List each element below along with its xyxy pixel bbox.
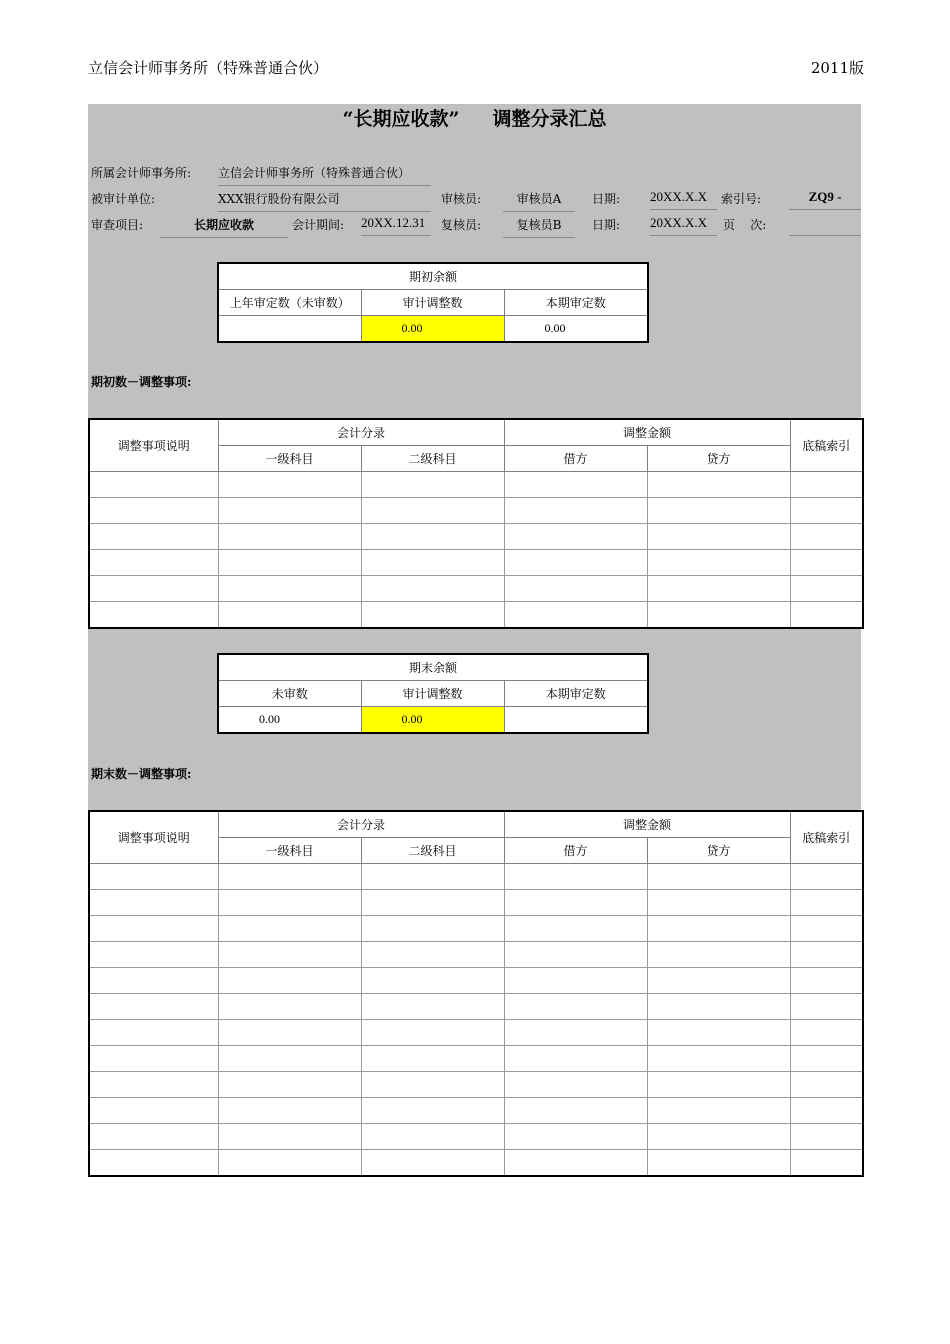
lvl1-cell[interactable] [218,498,361,524]
top-grey-panel [88,104,861,418]
debit-cell[interactable] [504,942,647,968]
debit-cell[interactable] [504,916,647,942]
page-value[interactable] [789,216,861,236]
adj-entry-header: 会计分录 [218,811,504,838]
desc-cell[interactable] [89,498,218,524]
adj-desc-header: 调整事项说明 [89,811,218,864]
desc-cell[interactable] [89,1020,218,1046]
debit-cell[interactable] [504,1124,647,1150]
credit-cell[interactable] [647,968,790,994]
client-label: 被审计单位: [91,192,156,206]
table-row [89,1124,863,1150]
debit-cell[interactable] [504,864,647,890]
debit-cell[interactable] [504,576,647,602]
adj-debit-header: 借方 [504,446,647,472]
desc-cell[interactable] [89,576,218,602]
credit-cell[interactable] [647,890,790,916]
ref-cell[interactable] [790,576,863,602]
table-row [89,1046,863,1072]
table-row [89,1150,863,1177]
lvl1-cell[interactable] [218,602,361,629]
lvl1-cell[interactable] [218,864,361,890]
ref-cell[interactable] [790,942,863,968]
table-row [89,602,863,629]
opening-col-prior: 上年审定数（未审数） [218,290,361,316]
debit-cell[interactable] [504,968,647,994]
auditor-label: 审核员: [441,192,482,206]
reviewer-label: 复核员: [441,218,482,232]
lvl1-cell[interactable] [218,550,361,576]
closing-balance-table [217,653,649,734]
adj-entry-header: 会计分录 [218,419,504,446]
ref-cell[interactable] [790,1124,863,1150]
lvl1-cell[interactable] [218,1072,361,1098]
opening-balance-table [217,262,649,343]
closing-col-audited: 本期审定数 [504,681,648,707]
ref-cell[interactable] [790,864,863,890]
client-value[interactable]: XXX银行股份有限公司 [218,190,431,212]
adj-debit-header: 借方 [504,838,647,864]
credit-cell[interactable] [647,1046,790,1072]
debit-cell[interactable] [504,550,647,576]
credit-cell[interactable] [647,524,790,550]
credit-cell[interactable] [647,864,790,890]
lvl2-cell[interactable] [361,1124,504,1150]
adj-lvl2-header: 二级科目 [361,838,504,864]
lvl1-cell[interactable] [218,1098,361,1124]
table-row [89,524,863,550]
item-value[interactable]: 长期应收款 [160,216,288,238]
ref-cell[interactable] [790,1150,863,1177]
desc-cell[interactable] [89,524,218,550]
closing-audited-value[interactable] [504,707,648,734]
lvl1-cell[interactable] [218,968,361,994]
desc-cell[interactable] [89,864,218,890]
debit-cell[interactable] [504,1046,647,1072]
lvl1-cell[interactable] [218,942,361,968]
lvl1-cell[interactable] [218,994,361,1020]
reviewer-value[interactable]: 复核员B [503,216,575,238]
opening-title: 期初余额 [218,263,648,290]
ref-cell[interactable] [790,1020,863,1046]
version-label: 2011版 [810,59,864,77]
credit-cell[interactable] [647,498,790,524]
opening-col-adjust: 审计调整数 [361,290,504,316]
table-row [89,576,863,602]
desc-cell[interactable] [89,916,218,942]
date2-value[interactable]: 20XX.X.X [650,215,717,236]
adj-amount-header: 调整金额 [504,419,790,446]
credit-cell[interactable] [647,576,790,602]
lvl2-cell[interactable] [361,602,504,629]
lvl2-cell[interactable] [361,890,504,916]
desc-cell[interactable] [89,994,218,1020]
lvl2-cell[interactable] [361,968,504,994]
desc-cell[interactable] [89,1098,218,1124]
item-label: 审查项目: [91,218,144,232]
credit-cell[interactable] [647,472,790,498]
table-row [89,968,863,994]
ref-cell[interactable] [790,550,863,576]
lvl2-cell[interactable] [361,994,504,1020]
table-row [89,916,863,942]
debit-cell[interactable] [504,1020,647,1046]
desc-cell[interactable] [89,472,218,498]
debit-cell[interactable] [504,472,647,498]
closing-adjust-value[interactable]: 0.00 [361,707,504,734]
ref-cell[interactable] [790,968,863,994]
ref-cell[interactable] [790,890,863,916]
date2-label: 日期: [592,218,621,232]
ref-cell[interactable] [790,994,863,1020]
lvl2-cell[interactable] [361,576,504,602]
firm-header: 立信会计师事务所（特殊普通合伙） [88,59,329,77]
opening-adjust-value[interactable]: 0.00 [361,316,504,343]
lvl1-cell[interactable] [218,1150,361,1177]
adj-amount-header: 调整金额 [504,811,790,838]
desc-cell[interactable] [89,1072,218,1098]
period-value[interactable]: 20XX.12.31 [361,215,431,236]
lvl2-cell[interactable] [361,942,504,968]
credit-cell[interactable] [647,1020,790,1046]
credit-cell[interactable] [647,1150,790,1177]
lvl2-cell[interactable] [361,472,504,498]
firm-value[interactable]: 立信会计师事务所（特殊普通合伙） [218,164,431,186]
opening-prior-value[interactable] [218,316,361,343]
credit-cell[interactable] [647,916,790,942]
auditor-value[interactable]: 审核员A [503,190,575,212]
lvl1-cell[interactable] [218,576,361,602]
lvl1-cell[interactable] [218,1020,361,1046]
ref-cell[interactable] [790,498,863,524]
lvl2-cell[interactable] [361,550,504,576]
opening-audited-value[interactable]: 0.00 [504,316,648,343]
adj-credit-header: 贷方 [647,446,790,472]
table-row [89,550,863,576]
table-row [89,864,863,890]
table-row [89,1072,863,1098]
debit-cell[interactable] [504,994,647,1020]
credit-cell[interactable] [647,994,790,1020]
ref-cell[interactable] [790,916,863,942]
firm-label: 所属会计师事务所: [91,166,192,180]
adj-desc-header: 调整事项说明 [89,419,218,472]
debit-cell[interactable] [504,890,647,916]
lvl2-cell[interactable] [361,524,504,550]
lvl2-cell[interactable] [361,1046,504,1072]
credit-cell[interactable] [647,1072,790,1098]
credit-cell[interactable] [647,1124,790,1150]
desc-cell[interactable] [89,602,218,629]
opening-col-audited: 本期审定数 [504,290,648,316]
ref-cell[interactable] [790,472,863,498]
closing-unaudited-value[interactable]: 0.00 [218,707,361,734]
ref-cell[interactable] [790,524,863,550]
adj-ref-header: 底稿索引 [790,419,863,472]
lvl1-cell[interactable] [218,1124,361,1150]
desc-cell[interactable] [89,968,218,994]
ref-cell[interactable] [790,1072,863,1098]
debit-cell[interactable] [504,1098,647,1124]
adj-credit-header: 贷方 [647,838,790,864]
lvl2-cell[interactable] [361,1150,504,1177]
table-row [89,994,863,1020]
lvl2-cell[interactable] [361,1072,504,1098]
index-value[interactable]: ZQ9 - [789,189,861,210]
closing-col-adjust: 审计调整数 [361,681,504,707]
desc-cell[interactable] [89,550,218,576]
closing-col-unaudited: 未审数 [218,681,361,707]
page-label: 页 次: [723,218,767,232]
ref-cell[interactable] [790,1098,863,1124]
desc-cell[interactable] [89,890,218,916]
table-row [89,498,863,524]
desc-cell[interactable] [89,1124,218,1150]
date1-label: 日期: [592,192,621,206]
lvl2-cell[interactable] [361,916,504,942]
period-label: 会计期间: [292,218,345,232]
lvl1-cell[interactable] [218,472,361,498]
index-label: 索引号: [721,192,762,206]
credit-cell[interactable] [647,1098,790,1124]
lvl2-cell[interactable] [361,1098,504,1124]
opening-adjustments-table [88,418,864,629]
lvl2-cell[interactable] [361,498,504,524]
adj-ref-header: 底稿索引 [790,811,863,864]
closing-title: 期末余额 [218,654,648,681]
adj-lvl1-header: 一级科目 [218,838,361,864]
debit-cell[interactable] [504,1072,647,1098]
date1-value[interactable]: 20XX.X.X [650,189,717,210]
lvl1-cell[interactable] [218,1046,361,1072]
ref-cell[interactable] [790,1046,863,1072]
table-row [89,890,863,916]
lvl1-cell[interactable] [218,916,361,942]
table-row [89,1098,863,1124]
lvl1-cell[interactable] [218,890,361,916]
lvl2-cell[interactable] [361,864,504,890]
debit-cell[interactable] [504,524,647,550]
desc-cell[interactable] [89,1046,218,1072]
page-title: “长期应收款” 调整分录汇总 [342,108,607,130]
adj-lvl2-header: 二级科目 [361,446,504,472]
table-row [89,1020,863,1046]
debit-cell[interactable] [504,602,647,629]
adj-lvl1-header: 一级科目 [218,446,361,472]
debit-cell[interactable] [504,1150,647,1177]
credit-cell[interactable] [647,942,790,968]
desc-cell[interactable] [89,1150,218,1177]
closing-adj-label: 期末数－调整事项: [91,767,192,781]
opening-adj-label: 期初数－调整事项: [91,375,192,389]
debit-cell[interactable] [504,498,647,524]
lvl2-cell[interactable] [361,1020,504,1046]
ref-cell[interactable] [790,602,863,629]
credit-cell[interactable] [647,602,790,629]
desc-cell[interactable] [89,942,218,968]
lvl1-cell[interactable] [218,524,361,550]
table-row [89,942,863,968]
credit-cell[interactable] [647,550,790,576]
closing-adjustments-table [88,810,864,1177]
table-row [89,472,863,498]
